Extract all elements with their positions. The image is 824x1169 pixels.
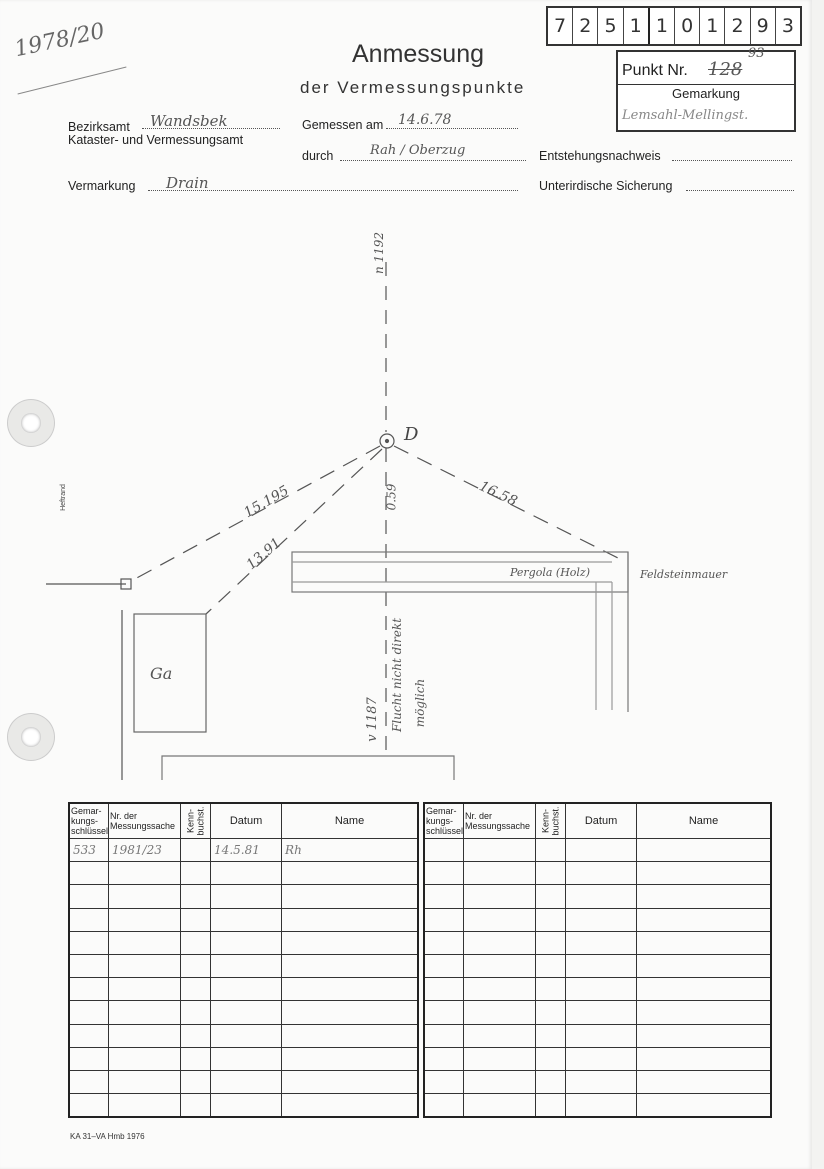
table-row bbox=[69, 1094, 418, 1118]
durch-value: Rah / Oberzug bbox=[370, 143, 466, 158]
sicherung-line bbox=[686, 190, 794, 191]
table-row bbox=[69, 839, 418, 862]
garage-label: Ga bbox=[150, 664, 173, 683]
digit-cell: 0 bbox=[675, 8, 700, 44]
durch-line bbox=[340, 160, 526, 161]
measure-line-left-inner bbox=[206, 449, 382, 614]
header-name: Name bbox=[637, 803, 771, 839]
table-row bbox=[69, 1070, 418, 1093]
table-row bbox=[424, 862, 771, 885]
table-row bbox=[69, 1024, 418, 1047]
header-nr: Nr. der Messungssache bbox=[109, 803, 181, 839]
header-kenn: Kenn- buchst. bbox=[181, 803, 211, 839]
building-outline bbox=[162, 756, 454, 780]
corner-note: 1978/20 bbox=[12, 18, 108, 63]
punkt-label: Punkt Nr. bbox=[622, 62, 688, 79]
table-row bbox=[424, 1001, 771, 1024]
header-nr: Nr. der Messungssache bbox=[464, 803, 536, 839]
table-row bbox=[424, 908, 771, 931]
sicherung-label: Unterirdische Sicherung bbox=[539, 179, 673, 193]
table-row bbox=[424, 885, 771, 908]
table-header-row bbox=[424, 803, 771, 839]
table-row bbox=[69, 1047, 418, 1070]
table-row bbox=[424, 931, 771, 954]
feldstein-label: Feldsteinmauer bbox=[640, 568, 728, 581]
table-row bbox=[424, 1070, 771, 1093]
header-kenn: Kenn- buchst. bbox=[536, 803, 566, 839]
cell-name: Rh bbox=[282, 839, 418, 862]
table-row bbox=[424, 839, 771, 862]
table-row bbox=[424, 1047, 771, 1070]
note-line-2: möglich bbox=[413, 678, 428, 728]
digit-cell: 2 bbox=[725, 8, 750, 44]
header-gemarkung: Gemar- kungs- schlüssel bbox=[424, 803, 464, 839]
table-row bbox=[424, 1024, 771, 1047]
document-number-box bbox=[546, 6, 802, 46]
record-table-left bbox=[68, 802, 419, 1118]
heftrand-label: Heftrand bbox=[59, 484, 67, 511]
form-footer: KA 31–VA Hmb 1976 bbox=[70, 1132, 145, 1141]
distance-left-outer: 15.195 bbox=[241, 482, 292, 522]
cell-gemarkung: 533 bbox=[69, 839, 109, 862]
digit-cell: 9 bbox=[751, 8, 776, 44]
point-label: D bbox=[404, 424, 419, 445]
digit-cell: 1 bbox=[700, 8, 725, 44]
table-row bbox=[69, 885, 418, 908]
cell-kenn bbox=[181, 839, 211, 862]
table-row bbox=[424, 954, 771, 977]
digit-cell: 7 bbox=[548, 8, 573, 44]
header-gemarkung: Gemar- kungs- schlüssel bbox=[69, 803, 109, 839]
header-datum: Datum bbox=[566, 803, 637, 839]
punkt-value: 128 bbox=[708, 59, 743, 80]
header-datum: Datum bbox=[211, 803, 282, 839]
table-row bbox=[69, 908, 418, 931]
digit-cell: 1 bbox=[624, 8, 650, 44]
record-table-right bbox=[423, 802, 772, 1118]
table-row bbox=[69, 862, 418, 885]
pergola-label: Pergola (Holz) bbox=[510, 566, 591, 579]
header-name: Name bbox=[282, 803, 418, 839]
entstehung-label: Entstehungsnachweis bbox=[539, 149, 661, 163]
distance-left-inner: 13.91 bbox=[243, 534, 285, 574]
north-reference: n 1192 bbox=[372, 231, 387, 275]
digit-cell: 1 bbox=[650, 8, 675, 44]
table-row bbox=[69, 954, 418, 977]
cell-nr: 1981/23 bbox=[109, 839, 181, 862]
gemarkung-label: Gemarkung bbox=[672, 86, 740, 101]
gemessen-line bbox=[386, 128, 518, 129]
gemessen-label: Gemessen am bbox=[302, 118, 384, 132]
punkt-box bbox=[616, 46, 796, 132]
durch-label: durch bbox=[302, 149, 334, 163]
gemarkung-value: Lemsahl-Mellingst. bbox=[622, 108, 749, 123]
entstehung-line bbox=[672, 160, 792, 161]
table-header-row bbox=[69, 803, 418, 839]
vermarkung-value: Drain bbox=[166, 174, 209, 192]
page-subtitle: der Vermessungspunkte bbox=[300, 78, 526, 97]
table-row bbox=[424, 1094, 771, 1118]
gemessen-value: 14.6.78 bbox=[398, 112, 452, 128]
table-row bbox=[69, 1001, 418, 1024]
digit-cell: 2 bbox=[573, 8, 598, 44]
distance-right: 16.58 bbox=[476, 478, 520, 510]
kataster-label: Kataster- und Vermessungsamt bbox=[68, 133, 244, 147]
note-line-1: Flucht nicht direkt bbox=[390, 617, 405, 733]
punkt-correction: 93 bbox=[748, 46, 765, 61]
corner-note-underline bbox=[18, 66, 127, 94]
vermarkung-label: Vermarkung bbox=[68, 179, 136, 193]
digit-cell: 5 bbox=[598, 8, 623, 44]
bezirksamt-label: Bezirksamt bbox=[68, 120, 130, 134]
south-reference: v 1187 bbox=[364, 697, 380, 742]
survey-sketch bbox=[0, 220, 812, 780]
bezirksamt-value: Wandsbek bbox=[150, 112, 228, 130]
cell-datum: 14.5.81 bbox=[211, 839, 282, 862]
table-row bbox=[69, 931, 418, 954]
table-row bbox=[69, 978, 418, 1001]
page-title: Anmessung bbox=[352, 40, 485, 68]
digit-cell: 3 bbox=[781, 15, 794, 37]
table-row bbox=[424, 978, 771, 1001]
survey-point-marker-center bbox=[386, 440, 389, 443]
distance-down: 0.59 bbox=[384, 483, 399, 511]
